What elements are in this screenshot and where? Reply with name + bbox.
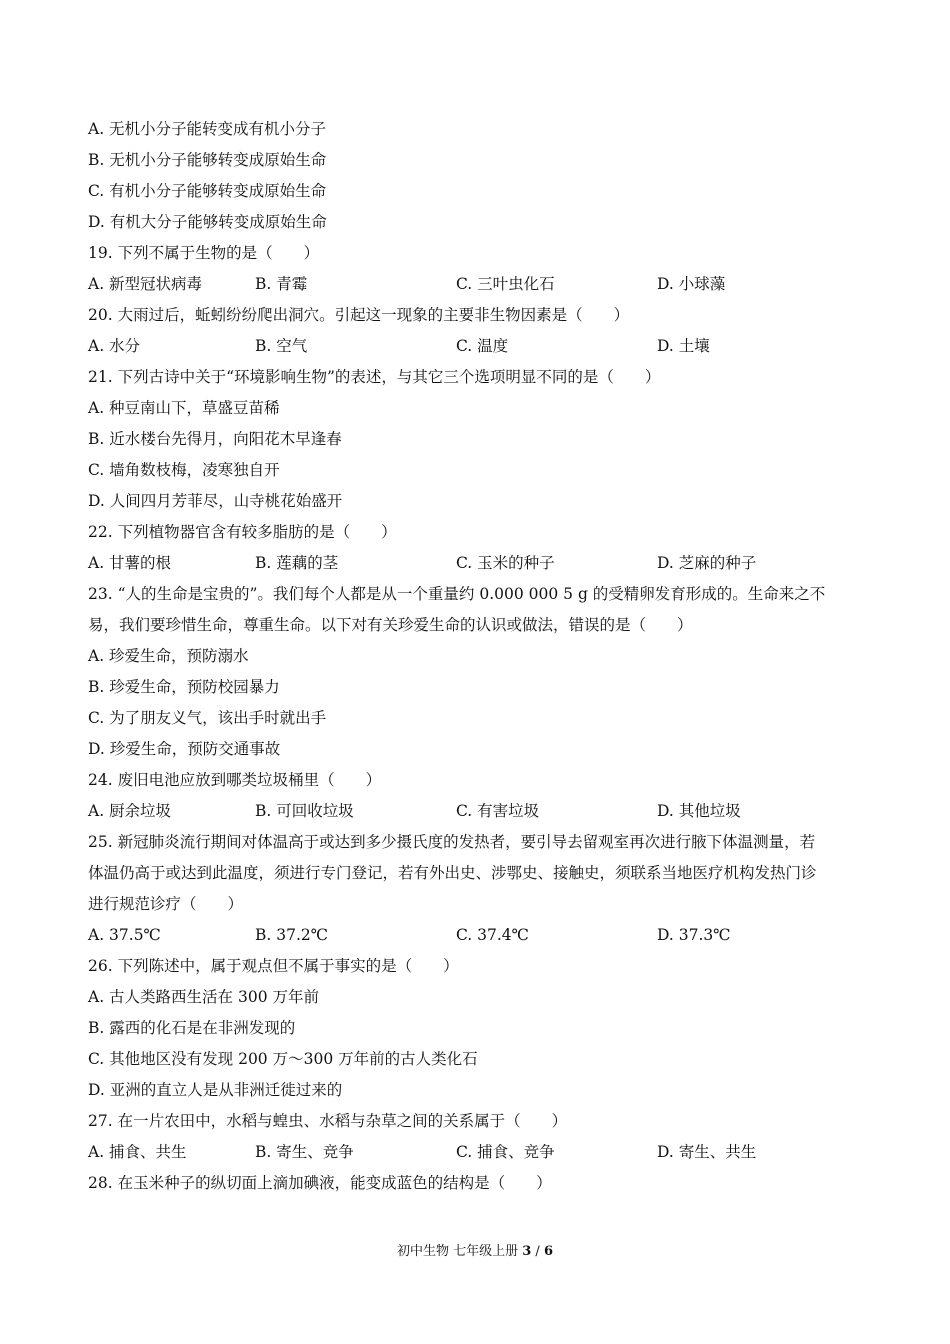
q20-option-c: C. 温度 xyxy=(456,337,509,355)
q21-option-b: B. 近水楼台先得月，向阳花木早逢春 xyxy=(88,430,342,448)
q21-option-d: D. 人间四月芳菲尽，山寺桃花始盛开 xyxy=(88,492,343,510)
q22-option-c: C. 玉米的种子 xyxy=(456,554,555,572)
q21-stem: 21. 下列古诗中关于“环境影响生物”的表述，与其它三个选项明显不同的是（ ） xyxy=(88,368,661,386)
q23-stem-line2: 易，我们要珍惜生命，尊重生命。以下对有关珍爱生命的认识或做法，错误的是（ ） xyxy=(88,616,693,634)
q19-option-a: A. 新型冠状病毒 xyxy=(88,275,203,293)
footer-subject: 初中生物 七年级上册 xyxy=(396,1244,523,1259)
q25-stem-line1: 25. 新冠肺炎流行期间对体温高于或达到多少摄氏度的发热者，要引导去留观室再次进行腋下体温测量，若 xyxy=(88,833,816,851)
q24-option-a: A. 厨余垃圾 xyxy=(88,802,172,820)
q27-stem: 27. 在一片农田中，水稻与蝗虫、水稻与杂草之间的关系属于（ ） xyxy=(88,1112,568,1130)
q22-option-b: B. 莲藕的茎 xyxy=(255,554,339,572)
q22-option-d: D. 芝麻的种子 xyxy=(657,554,757,572)
question-content xyxy=(88,114,868,1199)
q26-option-b: B. 露西的化石是在非洲发现的 xyxy=(88,1019,296,1037)
q24-stem: 24. 废旧电池应放到哪类垃圾桶里（ ） xyxy=(88,771,382,789)
q27-options xyxy=(88,1137,868,1168)
q27-option-d: D. 寄生、共生 xyxy=(657,1143,757,1161)
q24-option-c: C. 有害垃圾 xyxy=(456,802,540,820)
q18-option-d: D. 有机大分子能够转变成原始生命 xyxy=(88,213,327,231)
q20-option-d: D. 土壤 xyxy=(657,337,710,355)
q23-stem-line1: 23. “人的生命是宝贵的”。我们每个人都是从一个重量约 0.000 000 5 g 的受精卵发育形成的。生命来之不 xyxy=(88,585,826,603)
q19-stem: 19. 下列不属于生物的是（ ） xyxy=(88,244,320,262)
q23-option-b: B. 珍爱生命，预防校园暴力 xyxy=(88,678,280,696)
q20-stem: 20. 大雨过后，蚯蚓纷纷爬出洞穴。引起这一现象的主要非生物因素是（ ） xyxy=(88,306,630,324)
q19-option-b: B. 青霉 xyxy=(255,275,308,293)
q24-options xyxy=(88,796,868,827)
q26-option-a: A. 古人类路西生活在 300 万年前 xyxy=(88,988,319,1006)
q21-option-a: A. 种豆南山下，草盛豆苗稀 xyxy=(88,399,280,417)
q25-option-d: D. 37.3℃ xyxy=(657,926,731,944)
footer-page-total: 6 xyxy=(543,1244,553,1259)
footer-page-number: 3 xyxy=(522,1244,532,1259)
page-footer xyxy=(0,1242,950,1262)
q18-option-a: A. 无机小分子能转变成有机小分子 xyxy=(88,120,327,138)
footer-separator: / xyxy=(531,1244,544,1259)
q19-option-d: D. 小球藻 xyxy=(657,275,726,293)
q24-option-b: B. 可回收垃圾 xyxy=(255,802,354,820)
q27-option-a: A. 捕食、共生 xyxy=(88,1143,187,1161)
q20-option-b: B. 空气 xyxy=(255,337,308,355)
q25-option-c: C. 37.4℃ xyxy=(456,926,530,944)
q23-option-a: A. 珍爱生命，预防溺水 xyxy=(88,647,249,665)
q25-options xyxy=(88,920,868,951)
q18-option-b: B. 无机小分子能够转变成原始生命 xyxy=(88,151,327,169)
q21-option-c: C. 墙角数枝梅，凌寒独自开 xyxy=(88,461,280,479)
q24-option-d: D. 其他垃圾 xyxy=(657,802,741,820)
q28-stem: 28. 在玉米种子的纵切面上滴加碘液，能变成蓝色的结构是（ ） xyxy=(88,1174,552,1192)
q22-options xyxy=(88,548,868,579)
q23-option-d: D. 珍爱生命，预防交通事故 xyxy=(88,740,281,758)
q26-option-d: D. 亚洲的直立人是从非洲迁徙过来的 xyxy=(88,1081,343,1099)
q19-options xyxy=(88,269,868,300)
q19-option-c: C. 三叶虫化石 xyxy=(456,275,555,293)
q25-stem-line2: 体温仍高于或达到此温度，须进行专门登记，若有外出史、涉鄂史、接触史，须联系当地医疗机构发热门诊 xyxy=(88,864,817,882)
q20-option-a: A. 水分 xyxy=(88,337,141,355)
q22-option-a: A. 甘薯的根 xyxy=(88,554,172,572)
q23-option-c: C. 为了朋友义气，该出手时就出手 xyxy=(88,709,327,727)
q26-option-c: C. 其他地区没有发现 200 万～300 万年前的古人类化石 xyxy=(88,1050,478,1068)
q22-stem: 22. 下列植物器官含有较多脂肪的是（ ） xyxy=(88,523,397,541)
q25-stem-line3: 进行规范诊疗（ ） xyxy=(88,895,244,913)
q25-option-a: A. 37.5℃ xyxy=(88,926,161,944)
q25-option-b: B. 37.2℃ xyxy=(255,926,329,944)
q26-stem: 26. 下列陈述中，属于观点但不属于事实的是（ ） xyxy=(88,957,459,975)
q20-options xyxy=(88,331,868,362)
q18-option-c: C. 有机小分子能够转变成原始生命 xyxy=(88,182,327,200)
q27-option-c: C. 捕食、竞争 xyxy=(456,1143,555,1161)
q27-option-b: B. 寄生、竞争 xyxy=(255,1143,354,1161)
